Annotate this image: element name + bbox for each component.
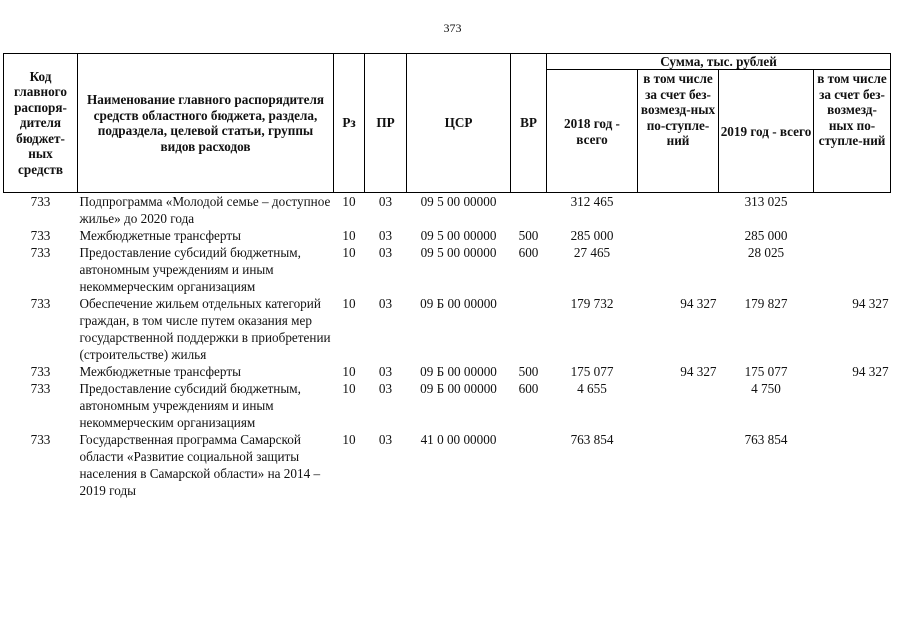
cell-rz: 10: [342, 194, 356, 209]
cell-rz: 10: [342, 245, 356, 260]
table-row: [4, 431, 891, 499]
header-2018-total: 2018 год - всего: [547, 70, 638, 193]
cell-rz: 10: [342, 432, 356, 447]
cell-2019-total: 179 827: [744, 296, 788, 311]
cell-rz: 10: [342, 228, 356, 243]
cell-name: Межбюджетные трансферты: [79, 228, 241, 243]
page-number: 373: [443, 21, 462, 35]
table-row: [4, 227, 891, 244]
cell-2018-total: 312 465: [570, 194, 614, 209]
cell-vr: 500: [518, 364, 539, 379]
header-name: Наименование главного распорядителя средств областного бюджета, раздела, подраздела, целевой статьи, группы видов расходов: [78, 54, 334, 193]
cell-2018-grants: 94 327: [680, 364, 717, 379]
cell-name: Предоставление субсидий бюджетным, автономным учреждениям и иным некоммерческим организациям: [79, 245, 301, 294]
header-vr: ВР: [511, 54, 547, 193]
table-row: [4, 295, 891, 363]
cell-csr: 09 5 00 00000: [420, 228, 497, 243]
cell-2019-grants: 94 327: [852, 364, 889, 379]
cell-pr: 03: [378, 194, 393, 209]
cell-2018-grants: [638, 193, 719, 228]
cell-2018-total: 4 655: [577, 381, 607, 396]
cell-code: 733: [30, 381, 51, 396]
cell-2019-total: 285 000: [744, 228, 788, 243]
header-pr: ПР: [365, 54, 407, 193]
cell-name: Государственная программа Самарской области «Развитие социальной защиты населения в Самарской области» на 2014 – 2019 годы: [79, 432, 321, 498]
header-2019-total: 2019 год - всего: [719, 70, 814, 193]
cell-csr: 09 Б 00 00000: [420, 381, 497, 396]
cell-2018-grants: [638, 244, 719, 295]
cell-2018-grants: [638, 380, 719, 431]
cell-code: 733: [30, 432, 51, 447]
cell-2019-grants: [814, 431, 891, 499]
budget-table: [3, 53, 891, 499]
cell-pr: 03: [378, 228, 393, 243]
cell-rz: 10: [342, 296, 356, 311]
cell-2018-grants: 94 327: [680, 296, 717, 311]
cell-name: Подпрограмма «Молодой семье – доступное жилье» до 2020 года: [79, 194, 331, 226]
header-sum: Сумма, тыс. рублей: [547, 54, 891, 70]
cell-code: 733: [30, 296, 51, 311]
cell-pr: 03: [378, 364, 393, 379]
cell-2018-grants: [638, 227, 719, 244]
table-row: [4, 244, 891, 295]
cell-csr: 09 Б 00 00000: [420, 296, 497, 311]
cell-code: 733: [30, 228, 51, 243]
cell-csr: 09 Б 00 00000: [420, 364, 497, 379]
cell-vr: [511, 431, 547, 499]
cell-vr: [511, 193, 547, 228]
cell-code: 733: [30, 245, 51, 260]
table-row: [4, 380, 891, 431]
cell-name: Обеспечение жильем отдельных категорий граждан, в том числе путем оказания мер государственной поддержки в приобретении (строительстве) жилья: [79, 296, 331, 362]
table-header: [4, 54, 891, 193]
cell-vr: 600: [518, 245, 539, 260]
cell-2019-grants: 94 327: [852, 296, 889, 311]
cell-2018-total: 763 854: [570, 432, 614, 447]
header-2018-grants: в том числе за счет без-возмезд-ных по-ступле-ний: [638, 70, 719, 193]
cell-2018-total: 285 000: [570, 228, 614, 243]
cell-vr: 600: [518, 381, 539, 396]
cell-2019-grants: [814, 193, 891, 228]
cell-2019-total: 4 750: [751, 381, 781, 396]
cell-code: 733: [30, 364, 51, 379]
cell-2018-total: 175 077: [570, 364, 614, 379]
cell-vr: 500: [518, 228, 539, 243]
cell-2019-total: 313 025: [744, 194, 788, 209]
header-code: Код главного распоря-дителя бюджет-ных средств: [4, 54, 78, 193]
cell-pr: 03: [378, 381, 393, 396]
cell-2019-grants: [814, 227, 891, 244]
cell-2019-total: 28 025: [747, 245, 785, 260]
cell-name: Предоставление субсидий бюджетным, автономным учреждениям и иным некоммерческим организациям: [79, 381, 301, 430]
cell-rz: 10: [342, 381, 356, 396]
cell-2019-total: 763 854: [744, 432, 788, 447]
header-rz: Рз: [334, 54, 365, 193]
table-row: [4, 363, 891, 380]
cell-code: 733: [30, 194, 51, 209]
cell-name: Межбюджетные трансферты: [79, 364, 241, 379]
cell-2019-grants: [814, 380, 891, 431]
cell-rz: 10: [342, 364, 356, 379]
cell-csr: 41 0 00 00000: [420, 432, 497, 447]
cell-pr: 03: [378, 296, 393, 311]
table-body: [4, 193, 891, 500]
cell-pr: 03: [378, 432, 393, 447]
cell-2018-total: 27 465: [573, 245, 611, 260]
header-2019-grants: в том числе за счет без-возмезд-ных по-ступле-ний: [814, 70, 891, 193]
cell-vr: [511, 295, 547, 363]
cell-2018-total: 179 732: [570, 296, 614, 311]
table-row: [4, 193, 891, 228]
cell-pr: 03: [378, 245, 393, 260]
cell-csr: 09 5 00 00000: [420, 194, 497, 209]
cell-csr: 09 5 00 00000: [420, 245, 497, 260]
cell-2019-total: 175 077: [744, 364, 788, 379]
header-csr: ЦСР: [407, 54, 511, 193]
cell-2019-grants: [814, 244, 891, 295]
cell-2018-grants: [638, 431, 719, 499]
